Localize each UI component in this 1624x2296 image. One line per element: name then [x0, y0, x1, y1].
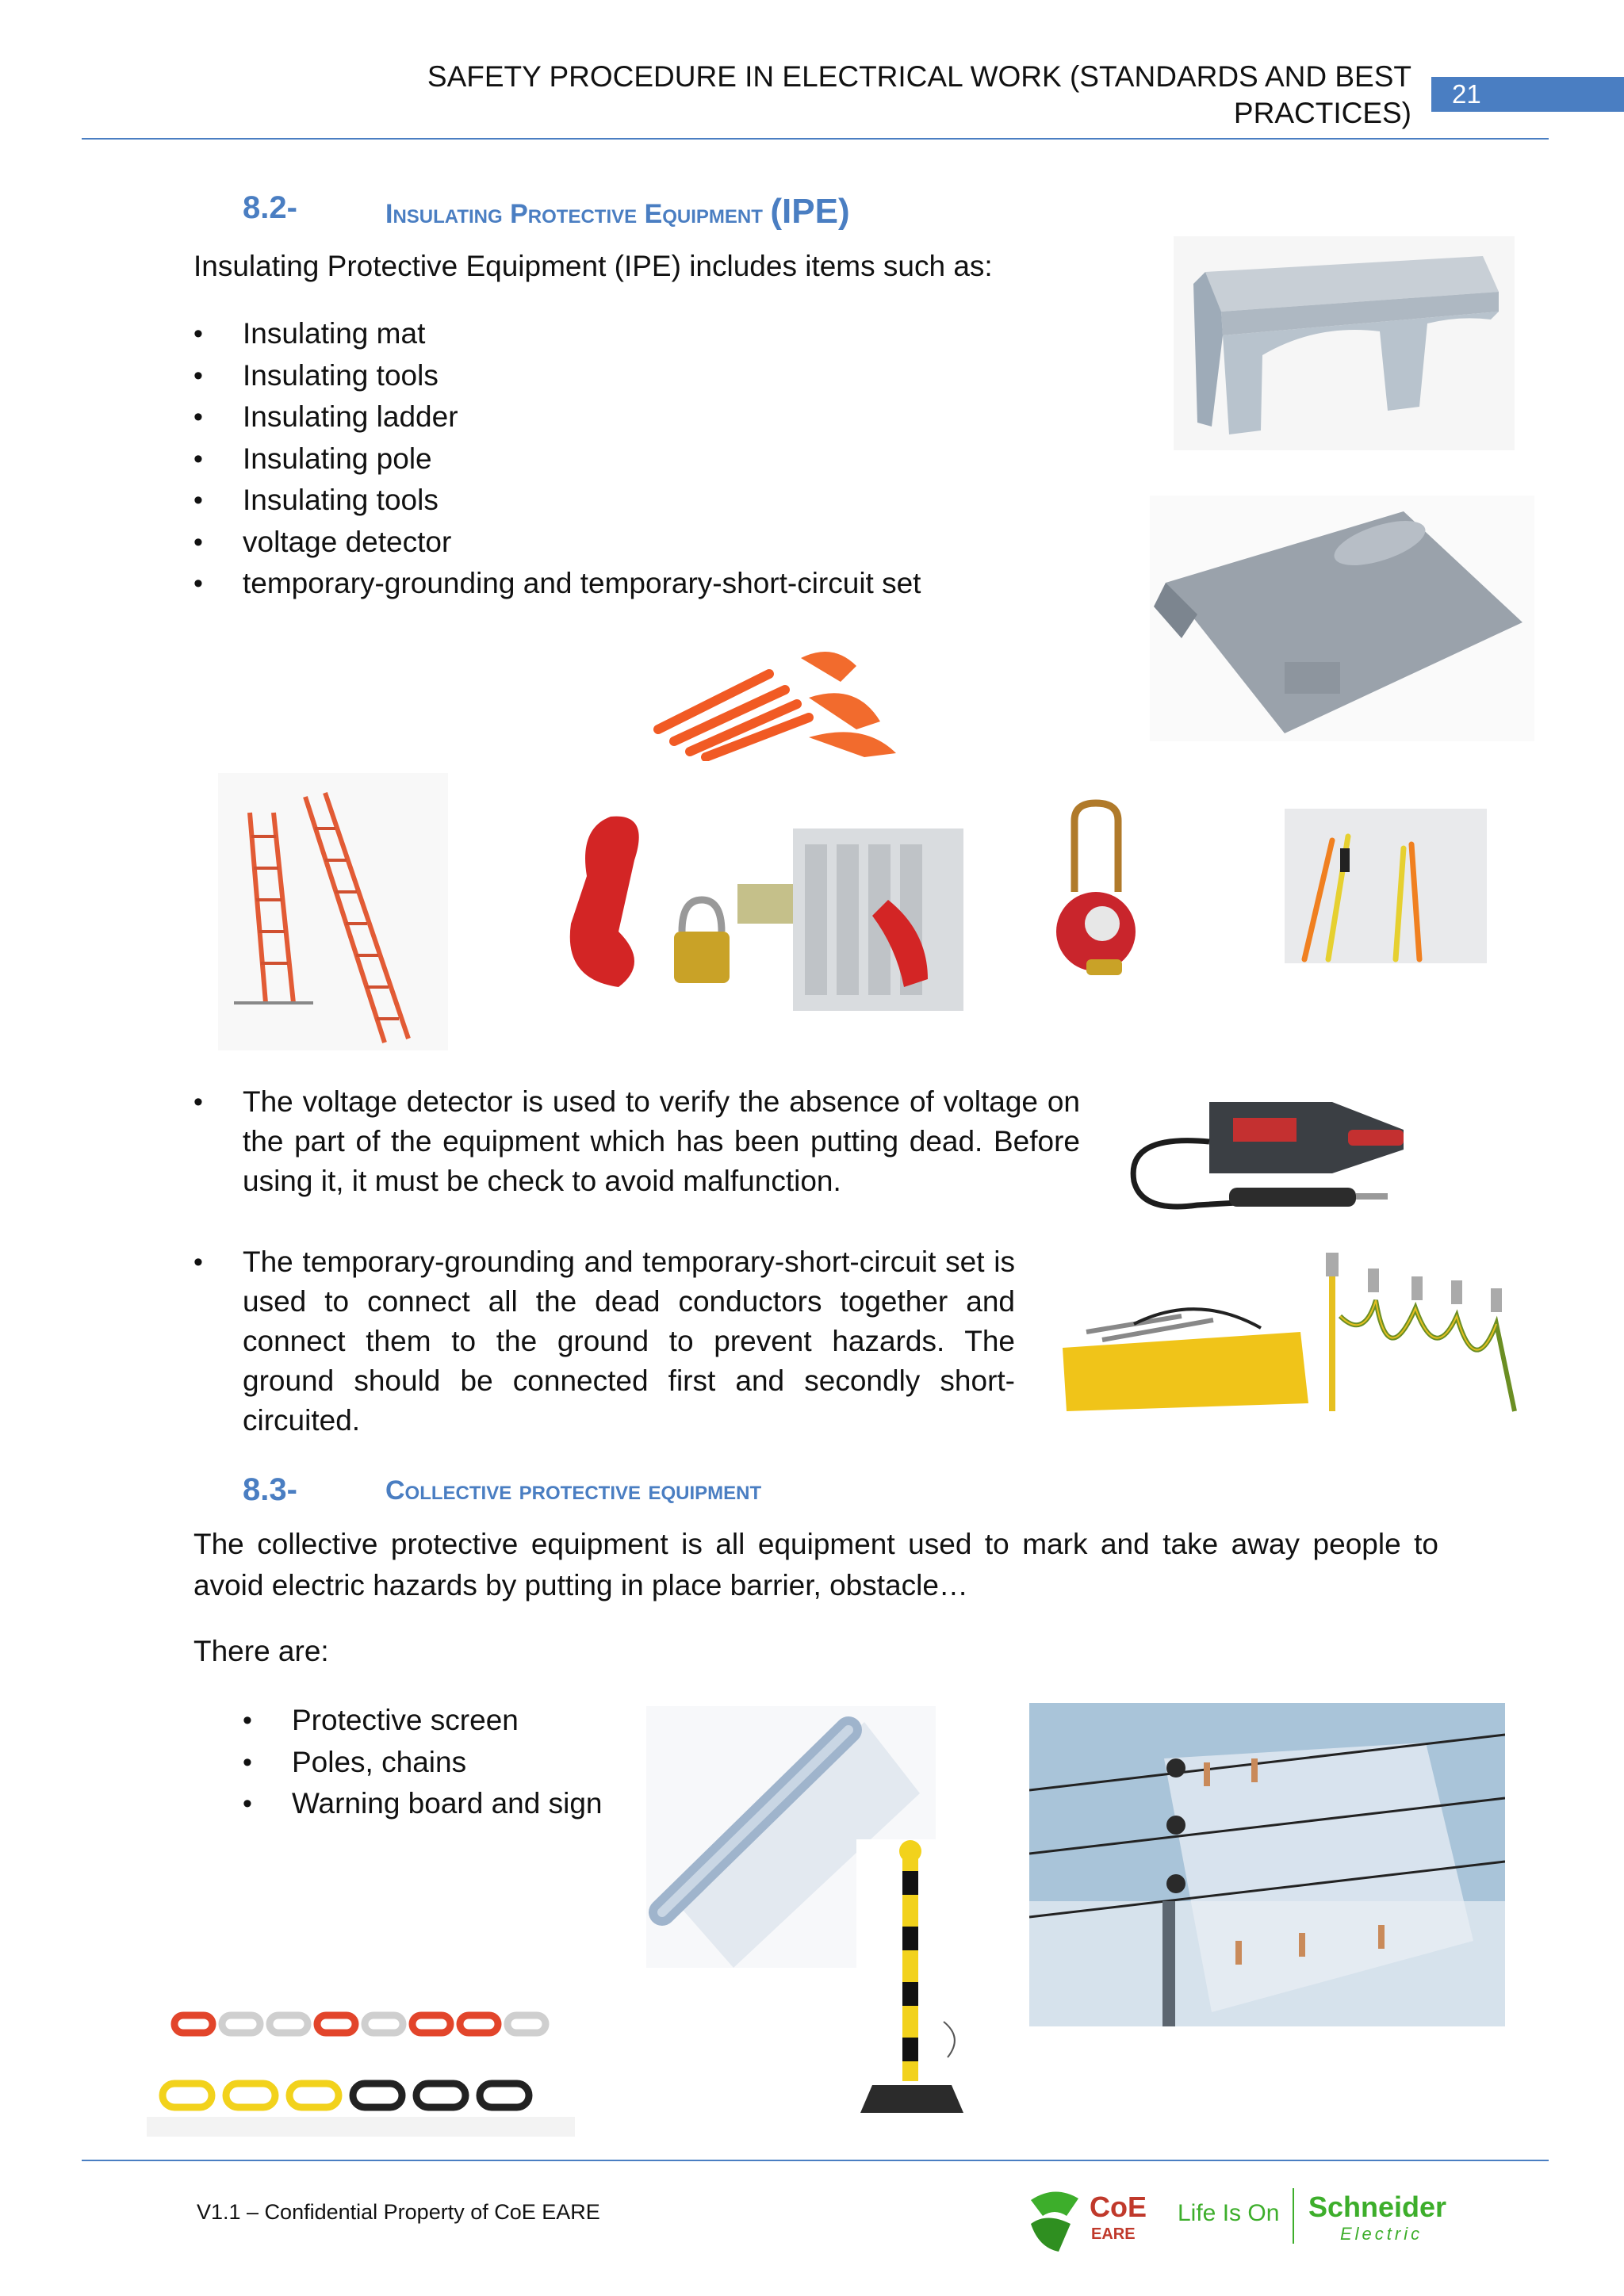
insulating-tools-image [626, 634, 912, 761]
coe-logo-text: CoE [1090, 2191, 1147, 2223]
section-title-suffix: (IPE) [770, 192, 850, 231]
section-title-text: Insulating Protective Equipment [385, 199, 771, 229]
list-item: • Insulating tools [193, 355, 1066, 397]
voltage-detector-image [1118, 1086, 1427, 1225]
header-title-line1: SAFETY PROCEDURE IN ELECTRICAL WORK (STANDARDS AND BEST [427, 60, 1411, 93]
insulating-mat-image [1150, 496, 1534, 741]
section-title: Collective protective equipment [385, 1475, 762, 1506]
insulating-stool-image [1174, 236, 1515, 450]
header-title [365, 59, 1411, 132]
list-item: • Protective screen [243, 1700, 655, 1742]
grounding-set-image [1039, 1245, 1534, 1431]
section-82-intro: Insulating Protective Equipment (IPE) includes items such as: [193, 250, 993, 282]
footer-rule [82, 2160, 1549, 2161]
list-item: • Insulating pole [193, 438, 1066, 480]
footer-confidential: V1.1 – Confidential Property of CoE EARE [197, 2200, 600, 2224]
padlock-image [1039, 797, 1158, 995]
insulating-pole-image [1285, 809, 1487, 963]
barrier-pole-image [856, 1839, 975, 2121]
section-83-heading [243, 1472, 762, 1508]
list-item: • voltage detector [193, 522, 1066, 564]
list-item: • Insulating mat [193, 313, 1066, 355]
section-number: 8.3- [243, 1472, 297, 1507]
eare-logo-text: EARE [1091, 2225, 1136, 2243]
voltage-detector-paragraph: • The voltage detector is used to verify the absence of voltage on the part of the equipment which has been putting dead. Before using it, it must be check to avoid malfunction. [193, 1082, 1080, 1201]
grounding-paragraph: • The temporary-grounding and temporary-short-circuit set is used to connect all the dead conductors together and connect them to the ground to prevent hazards. The ground should be connected first and secondly short-circuited. [193, 1242, 1015, 1441]
list-item: • Warning board and sign [243, 1783, 655, 1825]
list-item: • temporary-grounding and temporary-short-circuit set [193, 563, 1066, 605]
section-title [385, 192, 850, 232]
there-are-label: There are: [193, 1635, 329, 1667]
chains-image [147, 1998, 575, 2137]
list-item: • Insulating tools [193, 480, 1066, 522]
header-title-line2: PRACTICES) [1233, 97, 1411, 129]
electric-logo-text: Electric [1340, 2224, 1423, 2244]
section-number: 8.2- [243, 190, 297, 225]
schneider-logo-text: Schneider [1308, 2191, 1447, 2223]
page-number: 21 [1431, 77, 1624, 112]
ipe-list [193, 313, 1066, 605]
header-rule [82, 138, 1549, 140]
list-item: • Poles, chains [243, 1742, 655, 1784]
section-82-heading [243, 190, 850, 231]
section-83-intro: The collective protective equipment is all equipment used to mark and take away people to avoid electric hazards by putting in place barrier, obstacle… [193, 1528, 1438, 1601]
life-is-on-tagline: Life Is On [1178, 2200, 1280, 2226]
list-item: • Insulating ladder [193, 396, 1066, 438]
footer-logos [1023, 2184, 1451, 2263]
insulating-ladder-image [218, 773, 448, 1050]
lockout-devices-image [555, 797, 975, 1015]
logo-divider [1293, 2188, 1294, 2244]
screen-installed-photo [1029, 1703, 1505, 2026]
cpe-list [243, 1700, 655, 1825]
coe-eare-logo-icon [1023, 2184, 1086, 2256]
